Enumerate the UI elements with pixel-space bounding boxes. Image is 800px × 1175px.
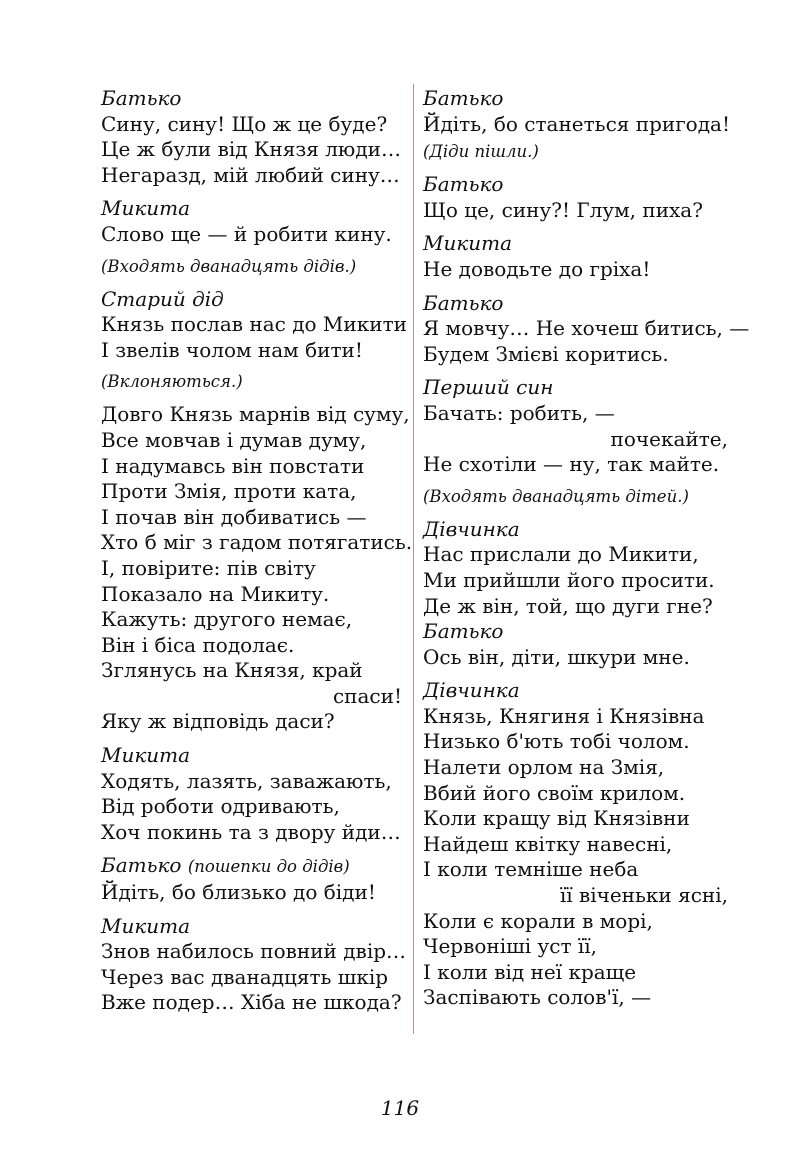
verse-line: Сину, сину! Що ж це буде? bbox=[101, 111, 388, 136]
verse-line: Хоч покинь та з двору йди… bbox=[101, 819, 401, 844]
speaker-name: Микита bbox=[423, 231, 513, 256]
speaker-name: Батько bbox=[423, 86, 504, 110]
verse-line: Я мовчу… Не хочеш битись, — bbox=[423, 316, 750, 341]
speaker-name: Микита bbox=[101, 196, 191, 221]
verse-line: Вже подер… Хіба не шкода? bbox=[101, 990, 402, 1015]
stage-direction: (Входять дванадцять дідів.) bbox=[101, 256, 357, 276]
stage-direction-inline: (пошепки до дідів) bbox=[187, 857, 350, 877]
verse-line: І звелів чолом нам бити! bbox=[101, 337, 363, 362]
speaker-name: Батько bbox=[101, 86, 182, 110]
page-number: 116 bbox=[380, 1096, 420, 1120]
verse-line: Це ж були від Князя люди… bbox=[101, 137, 401, 162]
speaker-name: Дівчинка bbox=[423, 516, 520, 541]
column-divider bbox=[413, 84, 414, 1034]
verse-line: І коли темніше неба bbox=[423, 857, 639, 882]
verse-line: Налети орлом на Змія, bbox=[423, 755, 665, 780]
dialogue-block bbox=[423, 172, 728, 223]
dialogue-block bbox=[101, 743, 402, 845]
verse-line: Коли є корали в морі, bbox=[423, 908, 653, 933]
verse-line: Князь, Княгиня і Князівна bbox=[423, 703, 705, 728]
speaker-name: Перший син bbox=[423, 375, 554, 400]
dialogue-block bbox=[423, 231, 728, 282]
verse-line-continuation: спаси! bbox=[332, 683, 402, 708]
verse-line: Довго Князь марнів від суму, bbox=[101, 402, 410, 427]
verse-line: Не схотіли — ну, так майте. bbox=[423, 452, 720, 477]
verse-line: Йдіть, бо станеться пригода! bbox=[423, 111, 731, 136]
dialogue-block bbox=[423, 375, 728, 477]
verse-line: Бачать: робить, — bbox=[423, 400, 615, 425]
verse-line: І, повірите: пів світу bbox=[101, 555, 316, 580]
right-column bbox=[423, 86, 750, 1019]
verse-line: Що це, сину?! Глум, пиха? bbox=[423, 197, 703, 222]
verse-line: Зглянусь на Князя, край bbox=[101, 658, 363, 683]
dialogue-block bbox=[101, 402, 413, 735]
verse-line-continuation: її віченьки ясні, bbox=[559, 883, 728, 908]
verse-line: Знов набилось повний двір… bbox=[101, 939, 407, 964]
stage-direction: (Діди пішли.) bbox=[423, 142, 539, 162]
verse-line: Низько б'ють тобі чолом. bbox=[423, 729, 690, 754]
dialogue-block bbox=[101, 86, 402, 188]
speaker-name: Микита bbox=[101, 743, 191, 768]
dialogue-block bbox=[101, 286, 407, 364]
speaker-name: Дівчинка bbox=[423, 678, 520, 703]
verse-line: І надумавсь він повстати bbox=[101, 453, 365, 478]
verse-line: Слово ще — й робити кину. bbox=[101, 221, 392, 246]
speaker-name: Батько bbox=[423, 619, 504, 644]
dialogue-block bbox=[101, 913, 407, 1016]
verse-line: Коли кращу від Князівни bbox=[423, 806, 690, 831]
dialogue-block bbox=[423, 290, 750, 368]
speaker-name: Батько bbox=[423, 172, 504, 197]
dialogue-block bbox=[101, 196, 402, 247]
speaker-name: Микита bbox=[101, 913, 191, 938]
verse-line: Проти Змія, проти ката, bbox=[101, 479, 357, 504]
verse-line: І коли від неї краще bbox=[423, 959, 637, 984]
verse-line: Він і біса подолає. bbox=[101, 632, 295, 657]
verse-line: Негаразд, мій любий сину… bbox=[101, 162, 400, 187]
left-column bbox=[101, 86, 413, 1024]
verse-line: Ходять, лазять, заважають, bbox=[101, 768, 392, 793]
verse-line: Йдіть, бо близько до біди! bbox=[101, 880, 376, 905]
dialogue-block bbox=[423, 86, 731, 137]
verse-line-continuation: почекайте, bbox=[610, 426, 728, 451]
stage-direction: (Входять дванадцять дітей.) bbox=[423, 486, 689, 506]
verse-line: Будем Змієві коритись. bbox=[423, 341, 669, 366]
verse-line: Все мовчав і думав думу, bbox=[101, 427, 367, 452]
dialogue-block bbox=[101, 853, 402, 905]
verse-line: Червоніші уст її, bbox=[423, 934, 598, 959]
verse-line: Не доводьте до гріха! bbox=[423, 256, 651, 281]
verse-line: Показало на Микиту. bbox=[101, 581, 330, 606]
verse-line: Від роботи одривають, bbox=[101, 794, 340, 819]
speaker-label: Батько bbox=[101, 853, 182, 878]
speaker-name bbox=[101, 853, 402, 880]
verse-line: Вбий його своїм крилом. bbox=[423, 780, 686, 805]
verse-line: Яку ж відповідь даси? bbox=[101, 709, 335, 734]
verse-line: Кажуть: другого немає, bbox=[101, 607, 353, 632]
verse-line: Де ж він, той, що дуги гне? bbox=[423, 593, 713, 618]
verse-line: Ми прийшли його просити. bbox=[423, 567, 715, 592]
verse-line: І почав він добиватись — bbox=[101, 504, 367, 529]
dialogue-block bbox=[423, 517, 728, 619]
verse-line: Ось він, діти, шкури мне. bbox=[423, 644, 690, 669]
dialogue-block bbox=[423, 619, 728, 670]
dialogue-block bbox=[423, 678, 728, 1011]
verse-line: Заспівають солов'ї, — bbox=[423, 985, 652, 1010]
verse-line: Нас прислали до Микити, bbox=[423, 542, 699, 567]
verse-line: Через вас дванадцять шкір bbox=[101, 964, 389, 989]
verse-line: Князь послав нас до Микити bbox=[101, 312, 407, 337]
verse-line: Хто б міг з гадом потягатись. bbox=[101, 530, 413, 555]
speaker-name: Старий дід bbox=[101, 286, 224, 311]
verse-line: Найдеш квітку навесні, bbox=[423, 831, 673, 856]
speaker-name: Батько bbox=[423, 290, 504, 315]
stage-direction: (Вклоняються.) bbox=[101, 372, 243, 392]
